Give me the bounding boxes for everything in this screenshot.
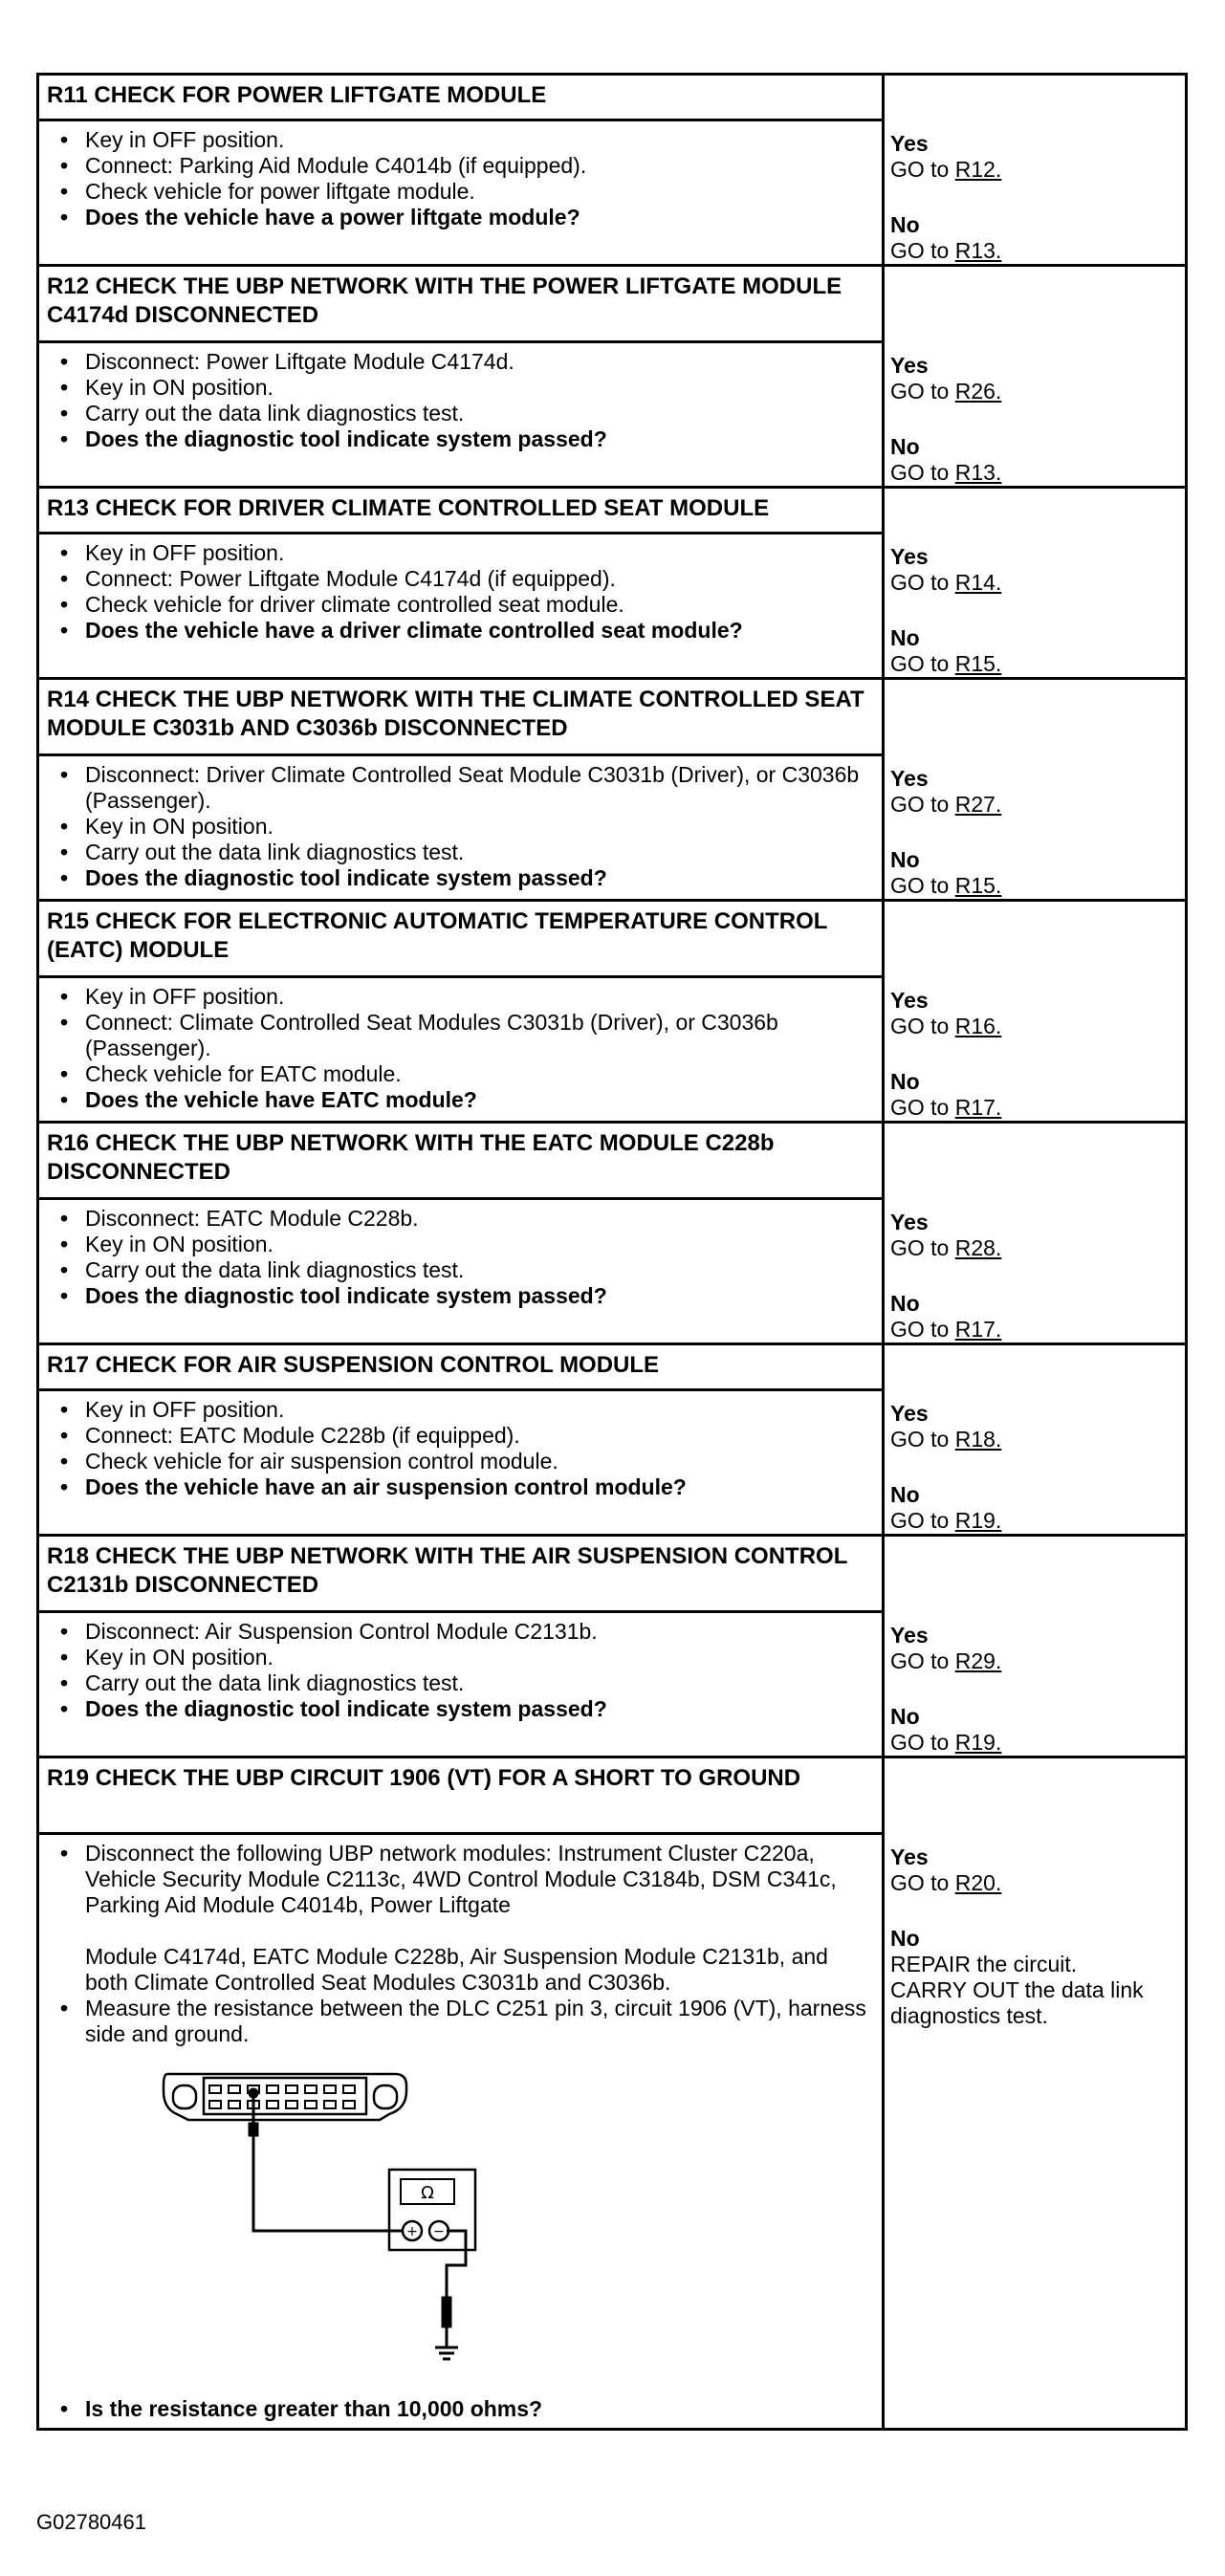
step-answers xyxy=(885,1537,1185,1756)
step-answers xyxy=(885,76,1185,264)
instruction-item: • Connect: Power Liftgate Module C4174d (if equipped). xyxy=(85,566,874,592)
instruction-item: • Check vehicle for EATC module. xyxy=(85,1061,874,1087)
no-text: GO to xyxy=(890,651,955,676)
step-instructions xyxy=(47,984,874,1113)
instruction-item: • Key in OFF position. xyxy=(85,984,874,1010)
yes-action: GO to R16. xyxy=(890,1014,1002,1038)
yes-link[interactable]: R18 xyxy=(954,1427,995,1452)
instruction-item: • Carry out the data link diagnostics test. xyxy=(85,1670,874,1696)
step-left-column xyxy=(39,76,885,264)
yes-text: GO to xyxy=(890,570,955,595)
instruction-item: • Key in OFF position. xyxy=(85,1397,874,1423)
figure-id: G02780461 xyxy=(36,2510,146,2534)
step-answers xyxy=(885,1758,1185,2428)
no-action: GO to R17. xyxy=(890,1317,1002,1342)
step-answers xyxy=(885,680,1185,899)
dlc-connector-icon xyxy=(164,2074,406,2120)
yes-link[interactable]: R16 xyxy=(954,1014,995,1038)
yes-text: GO to xyxy=(890,1427,955,1452)
yes-action: GO to R26. xyxy=(890,379,1002,404)
instruction-text-part2: Module C4174d, EATC Module C228b, Air Suspension Module C2131b, and both Climate Controlled Seat Modules C3031b and C3036b. xyxy=(85,1944,828,1995)
step-instructions xyxy=(47,127,874,230)
step-question: • Does the diagnostic tool indicate system passed? xyxy=(85,426,874,452)
no-link[interactable]: R13 xyxy=(954,238,995,263)
step-instructions xyxy=(47,1397,874,1500)
step-title: R16 CHECK THE UBP NETWORK WITH THE EATC MODULE C228b DISCONNECTED xyxy=(39,1124,882,1200)
step-body xyxy=(39,756,882,899)
step-row xyxy=(39,1124,1185,1345)
instruction-item: • Key in ON position. xyxy=(85,375,874,401)
instruction-item: • Disconnect: Power Liftgate Module C4174d. xyxy=(85,349,874,375)
step-instructions xyxy=(47,1619,874,1722)
yes-link[interactable]: R29 xyxy=(954,1648,995,1673)
no-text: GO to xyxy=(890,238,955,263)
step-left-column xyxy=(39,902,885,1121)
diagnostic-table xyxy=(36,73,1188,2431)
step-body xyxy=(39,121,882,264)
yes-label: Yes xyxy=(890,1845,929,1869)
ohm-symbol: Ω xyxy=(421,2183,434,2203)
yes-action: GO to R29. xyxy=(890,1648,1002,1673)
yes-label: Yes xyxy=(890,1401,929,1426)
step-question: • Does the vehicle have a power liftgate module? xyxy=(85,205,874,230)
no-label: No xyxy=(890,1291,920,1316)
step-body xyxy=(39,1835,882,2428)
yes-label: Yes xyxy=(890,766,929,791)
instruction-item: • Check vehicle for power liftgate module. xyxy=(85,179,874,205)
yes-link[interactable]: R27 xyxy=(954,792,995,817)
yes-label: Yes xyxy=(890,353,929,378)
yes-link[interactable]: R14 xyxy=(954,570,995,595)
step-body xyxy=(39,1391,882,1534)
no-link[interactable]: R17 xyxy=(954,1317,995,1342)
yes-action: GO to R20. xyxy=(890,1870,1002,1895)
step-body xyxy=(39,978,882,1121)
instruction-item: • Key in OFF position. xyxy=(85,127,874,153)
step-question: • Does the diagnostic tool indicate system passed? xyxy=(85,1283,874,1309)
step-title: R13 CHECK FOR DRIVER CLIMATE CONTROLLED SEAT MODULE xyxy=(39,489,882,535)
step-instructions xyxy=(47,762,874,891)
no-action: GO to R17. xyxy=(890,1095,1002,1120)
step-question: • Is the resistance greater than 10,000 ohms? xyxy=(85,2396,874,2422)
step-title: R11 CHECK FOR POWER LIFTGATE MODULE xyxy=(39,76,882,121)
step-question: • Does the diagnostic tool indicate system passed? xyxy=(85,1696,874,1722)
no-label: No xyxy=(890,212,920,237)
step-row xyxy=(39,1537,1185,1758)
step-left-column xyxy=(39,267,885,486)
step-row-r19 xyxy=(39,1758,1185,2428)
yes-text: GO to xyxy=(890,792,955,817)
yes-label: Yes xyxy=(890,1623,929,1648)
step-body xyxy=(39,1613,882,1756)
no-text: GO to xyxy=(890,873,955,898)
instruction-item xyxy=(85,1841,874,1996)
step-answers xyxy=(885,902,1185,1121)
step-left-column xyxy=(39,1537,885,1756)
instruction-item: • Check vehicle for driver climate controlled seat module. xyxy=(85,592,874,618)
no-text: GO to xyxy=(890,1095,955,1120)
instruction-item: • Connect: Climate Controlled Seat Modules C3031b (Driver), or C3036b (Passenger). xyxy=(85,1010,874,1061)
yes-text: GO to xyxy=(890,1014,955,1038)
no-action: GO to R15. xyxy=(890,651,1002,676)
step-answers xyxy=(885,1345,1185,1534)
no-action-2: CARRY OUT the data link diagnostics test. xyxy=(890,1977,1144,2028)
no-label: No xyxy=(890,1482,920,1507)
no-text: GO to xyxy=(890,460,955,485)
step-body xyxy=(39,535,882,677)
instruction-item: • Key in ON position. xyxy=(85,1645,874,1670)
no-label: No xyxy=(890,625,920,650)
no-link[interactable]: R15 xyxy=(954,873,995,898)
no-link[interactable]: R19 xyxy=(954,1730,995,1755)
no-label: No xyxy=(890,1926,920,1951)
step-left-column xyxy=(39,1758,885,2428)
step-instructions xyxy=(47,1206,874,1309)
instruction-item: • Carry out the data link diagnostics test. xyxy=(85,401,874,426)
step-question-list xyxy=(47,2396,874,2422)
yes-text: GO to xyxy=(890,157,955,182)
step-body xyxy=(39,1200,882,1343)
instruction-item: • Connect: Parking Aid Module C4014b (if equipped). xyxy=(85,153,874,179)
step-left-column xyxy=(39,489,885,677)
no-link[interactable]: R17 xyxy=(954,1095,995,1120)
yes-link[interactable]: R28 xyxy=(954,1235,995,1260)
no-label: No xyxy=(890,847,920,872)
yes-label: Yes xyxy=(890,1210,929,1234)
instruction-text-part1: Disconnect the following UBP network modules: Instrument Cluster C220a, Vehicle Security Module C2113c, 4WD Control Module C3184b, DSM C341c, Parking Aid Module C4014b, Power Liftgate xyxy=(85,1841,837,1917)
yes-text: GO to xyxy=(890,1648,955,1673)
step-answers xyxy=(885,489,1185,677)
wiring-diagram xyxy=(160,2064,874,2385)
step-left-column xyxy=(39,680,885,899)
instruction-item: • Measure the resistance between the DLC C251 pin 3, circuit 1906 (VT), harness side and ground. xyxy=(85,1996,874,2047)
yes-action: GO to R27. xyxy=(890,792,1002,817)
no-link[interactable]: R15 xyxy=(954,651,995,676)
step-question: • Does the vehicle have an air suspension control module? xyxy=(85,1474,874,1500)
yes-label: Yes xyxy=(890,988,929,1013)
no-action: GO to R19. xyxy=(890,1730,1002,1755)
positive-terminal-icon: + xyxy=(406,2224,418,2239)
step-body xyxy=(39,343,882,486)
no-text: GO to xyxy=(890,1508,955,1533)
yes-link[interactable]: R20 xyxy=(954,1870,995,1895)
instruction-item: • Carry out the data link diagnostics test. xyxy=(85,840,874,865)
yes-action: GO to R12. xyxy=(890,157,1002,182)
instruction-item: • Check vehicle for air suspension control module. xyxy=(85,1449,874,1474)
step-title: R14 CHECK THE UBP NETWORK WITH THE CLIMATE CONTROLLED SEAT MODULE C3031b AND C3036b DISCONNECTED xyxy=(39,680,882,756)
yes-label: Yes xyxy=(890,544,929,569)
step-left-column xyxy=(39,1124,885,1343)
step-answers xyxy=(885,1124,1185,1343)
no-label: No xyxy=(890,434,920,459)
step-row xyxy=(39,489,1185,680)
step-row xyxy=(39,680,1185,902)
step-question: • Does the diagnostic tool indicate system passed? xyxy=(85,865,874,891)
instruction-item: • Carry out the data link diagnostics test. xyxy=(85,1257,874,1283)
yes-text: GO to xyxy=(890,1870,955,1895)
no-action: GO to R13. xyxy=(890,238,1002,263)
instruction-item: • Connect: EATC Module C228b (if equipped). xyxy=(85,1423,874,1449)
step-row xyxy=(39,902,1185,1124)
yes-label: Yes xyxy=(890,131,929,156)
no-action: GO to R13. xyxy=(890,460,1002,485)
step-title: R18 CHECK THE UBP NETWORK WITH THE AIR SUSPENSION CONTROL C2131b DISCONNECTED xyxy=(39,1537,882,1613)
step-title: R17 CHECK FOR AIR SUSPENSION CONTROL MODULE xyxy=(39,1345,882,1391)
step-instructions xyxy=(47,1841,874,2047)
no-action: GO to R19. xyxy=(890,1508,1002,1533)
step-instructions xyxy=(47,540,874,644)
step-answers xyxy=(885,267,1185,486)
step-row xyxy=(39,1345,1185,1537)
step-row xyxy=(39,76,1185,267)
step-title: R12 CHECK THE UBP NETWORK WITH THE POWER LIFTGATE MODULE C4174d DISCONNECTED xyxy=(39,267,882,343)
instruction-item: • Key in ON position. xyxy=(85,1232,874,1257)
instruction-item: • Disconnect: Air Suspension Control Module C2131b. xyxy=(85,1619,874,1645)
yes-text: GO to xyxy=(890,1235,955,1260)
yes-link[interactable]: R26 xyxy=(954,379,995,404)
yes-action: GO to R14. xyxy=(890,570,1002,595)
no-label: No xyxy=(890,1704,920,1729)
yes-action: GO to R18. xyxy=(890,1427,1002,1452)
step-title: R15 CHECK FOR ELECTRONIC AUTOMATIC TEMPERATURE CONTROL (EATC) MODULE xyxy=(39,902,882,978)
yes-link[interactable]: R12 xyxy=(954,157,995,182)
no-action: GO to R15. xyxy=(890,873,1002,898)
step-left-column xyxy=(39,1345,885,1534)
no-text: GO to xyxy=(890,1317,955,1342)
step-row xyxy=(39,267,1185,489)
instruction-item: • Key in ON position. xyxy=(85,814,874,840)
no-link[interactable]: R19 xyxy=(954,1508,995,1533)
step-question: • Does the vehicle have a driver climate controlled seat module? xyxy=(85,618,874,644)
no-link[interactable]: R13 xyxy=(954,460,995,485)
ohmmeter-display xyxy=(401,2179,454,2204)
dlc-ohmmeter-diagram xyxy=(160,2064,504,2380)
step-instructions xyxy=(47,349,874,452)
test-lead xyxy=(250,2089,408,2231)
instruction-item: • Disconnect: EATC Module C228b. xyxy=(85,1206,874,1232)
yes-text: GO to xyxy=(890,379,955,404)
instruction-item: • Disconnect: Driver Climate Controlled Seat Module C3031b (Driver), or C3036b (Passenger). xyxy=(85,762,874,814)
step-question: • Does the vehicle have EATC module? xyxy=(85,1087,874,1113)
no-text: GO to xyxy=(890,1730,955,1755)
yes-action: GO to R28. xyxy=(890,1235,1002,1260)
instruction-item: • Key in OFF position. xyxy=(85,540,874,566)
step-title: R19 CHECK THE UBP CIRCUIT 1906 (VT) FOR A SHORT TO GROUND xyxy=(39,1758,882,1835)
negative-terminal-icon: − xyxy=(433,2224,445,2239)
no-label: No xyxy=(890,1069,920,1094)
no-action-1: REPAIR the circuit. xyxy=(890,1952,1078,1976)
